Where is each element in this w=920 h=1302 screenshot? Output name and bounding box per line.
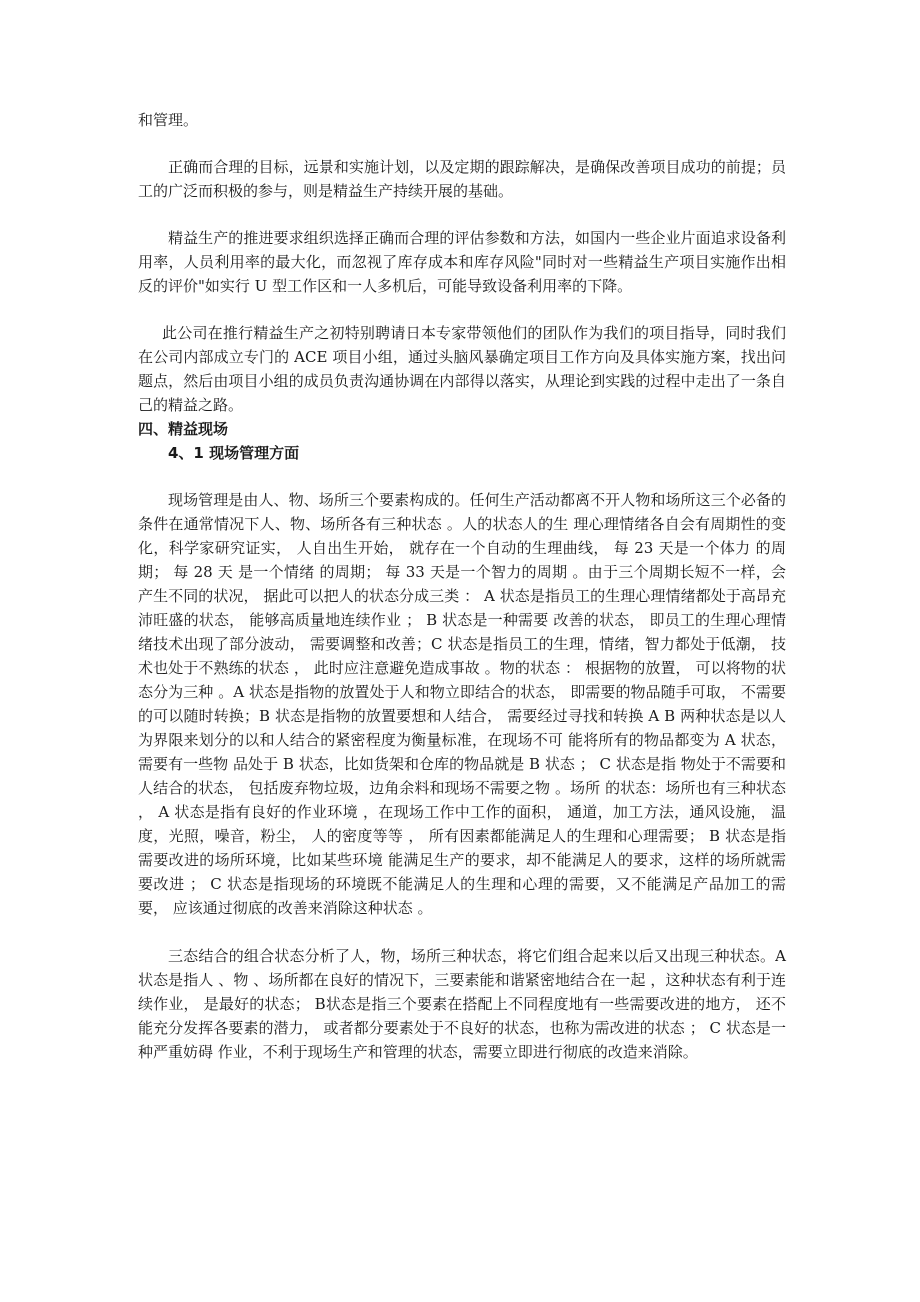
section-heading: 四、精益现场 bbox=[138, 420, 229, 438]
paragraph-company-practice: 此公司在推行精益生产之初特别聘请日本专家带领他们的团队作为我们的项目指导，同时我们在公司内部成立专门的 ACE 项目小组，通过头脑风暴确定项目工作方向及具体实施方案，找出问题点，然后由项目小组的成员负责沟通协调在内部得以落实，从理论到实践的过程中走出了一条自己的精益之路。 bbox=[138, 324, 786, 414]
paragraph-evaluation: 精益生产的推进要求组织选择正确而合理的评估参数和方法，如国内一些企业片面追求设备利用率，人员利用率的最大化，而忽视了库存成本和库存风险"同时对一些精益生产项目实施作出相反的评价"如实行 U 型工作区和一人多机后，可能导致设备利用率的下降。 bbox=[138, 229, 786, 295]
paragraph-continuation: 和管理。 bbox=[138, 111, 199, 129]
document-page bbox=[138, 108, 786, 1064]
subsection-heading: 4、1 现场管理方面 bbox=[168, 444, 300, 462]
paragraph-goals: 正确而合理的目标，远景和实施计划，以及定期的跟踪解决，是确保改善项目成功的前提；员工的广泛而积极的参与，则是精益生产持续开展的基础。 bbox=[138, 158, 786, 200]
paragraph-combined-states: 三态结合的组合状态分析了人，物，场所三种状态，将它们组合起来以后又出现三种状态。A 状态是指人 、物 、场所都在良好的情况下，三要素能和谐紧密地结合在一起 ，这种状态有利于连续作业， 是最好的状态； B状态是指三个要素在搭配上不同程度地有一些需要改进的地方， 还不能充分发挥各要素的潜力， 或者都分要素处于不良好的状态，也称为需改进的状态 ； C 状态是一种严重妨碍 作业，不利于现场生产和管理的状态，需要立即进行彻底的改造来消除。 bbox=[138, 947, 786, 1061]
paragraph-site-management: 现场管理是由人、物、场所三个要素构成的。任何生产活动都离不开人物和场所这三个必备的条件在通常情况下人、物、场所各有三种状态 。人的状态人的生 理心理情绪各自会有周期性的变化，科学家研究证实， 人自出生开始， 就存在一个自动的生理曲线， 每 23 天是一个体力 的周期； 每 28 天 是一个情绪 的周期； 每 33 天是一个智力的周期 。由于三个周期长短不一样，会产生不同的状况， 据此可以把人的状态分成三类 ： A 状态是指员工的生理心理情绪都处于高昂充沛旺盛的状态， 能够高质量地连续作业 ； B 状态是一种需要 改善的状态， 即员工的生理心理情绪技术出现了部分波动， 需要调整和改善；C 状态是指员工的生理，情绪，智力都处于低潮， 技术也处于不熟练的状态 ， 此时应注意避免造成事故 。物的状态 ： 根据物的放置， 可以将物的状态分为三种 。A 状态是指物的放置处于人和物立即结合的状态， 即需要的物品随手可取， 不需要的可以随时转换；B 状态是指物的放置要想和人结合， 需要经过寻找和转换 A B 两种状态是以人为界限来划分的以和人结合的紧密程度为衡量标准，在现场不可 能将所有的物品都变为 A 状态，需要有一些物 品处于 B 状态，比如货架和仓库的物品就是 B 状态 ； C 状态是指 物处于不需要和人结合的状态， 包括废弃物垃圾，边角余料和现场不需要之物 。场所 的状态：场所也有三种状态 ， A 状态是指有良好的作业环境 ，在现场工作中工作的面积， 通道，加工方法，通风设施， 温度，光照，噪音，粉尘， 人的密度等等 ， 所有因素都能满足人的生理和心理需要； B 状态是指需要改进的场所环境，比如某些环境 能满足生产的要求，却不能满足人的要求，这样的场所就需要改进 ； C 状态是指现场的环境既不能满足人的生理和心理的需要，又不能满足产品加工的需要， 应该通过彻底的改善来消除这种状态 。 bbox=[138, 491, 786, 917]
